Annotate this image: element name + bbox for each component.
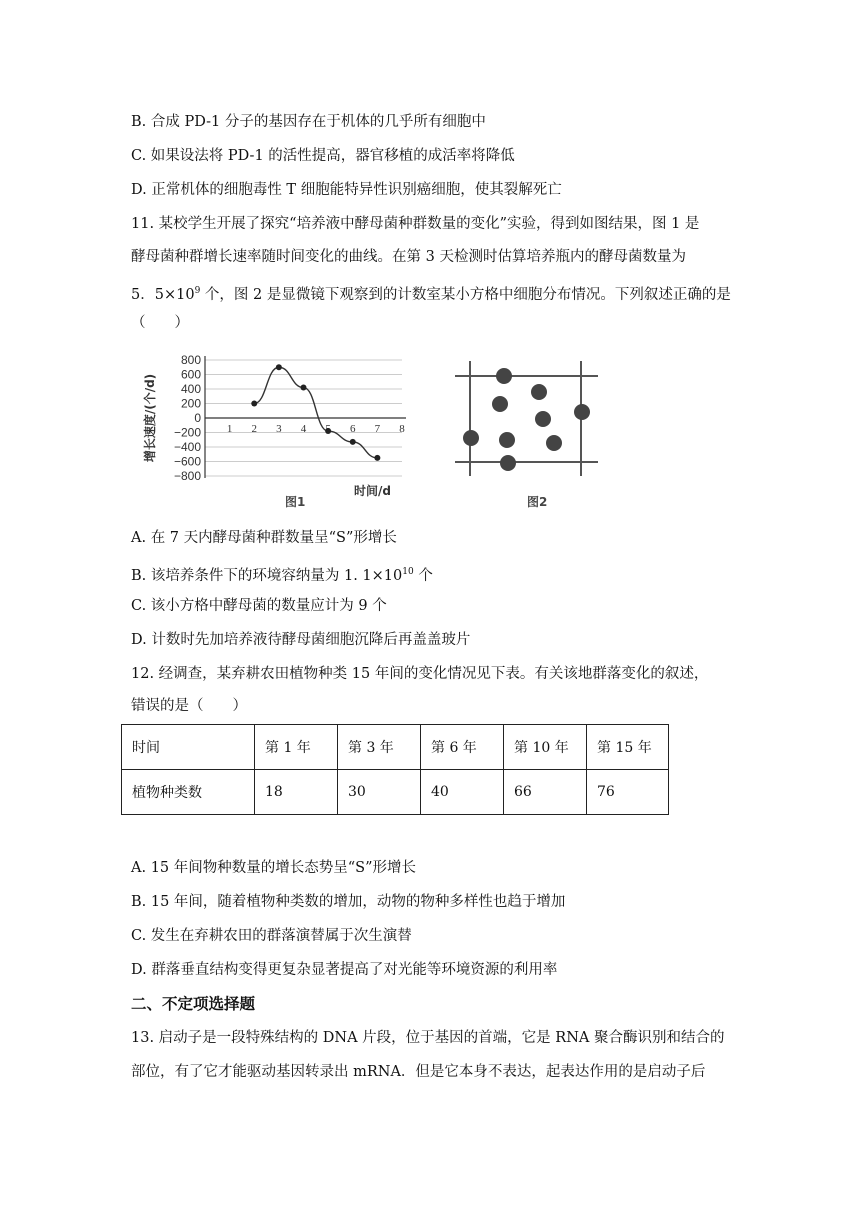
table-cell: 第 3 年 — [338, 725, 421, 770]
x-tick-label: 1 — [226, 423, 233, 435]
x-tick-label: 8 — [399, 423, 405, 435]
q10-option-b: B. 合成 PD-1 分子的基因存在于机体的几乎所有细胞中 — [131, 114, 486, 130]
y-tick-label: −600 — [173, 454, 201, 469]
table-cell: 时间 — [122, 725, 255, 770]
data-point — [301, 385, 307, 391]
x-tick-label: 2 — [251, 423, 257, 435]
table-cell: 40 — [421, 770, 504, 815]
table-cell: 第 1 年 — [255, 725, 338, 770]
y-tick-label: 800 — [180, 353, 201, 367]
q11-option-a: A. 在 7 天内酵母菌种群数量呈“S”形增长 — [131, 530, 397, 546]
table-cell: 76 — [587, 770, 669, 815]
yeast-cell — [499, 432, 515, 448]
x-axis-label: 时间/d — [354, 484, 391, 498]
y-tick-label: 600 — [180, 367, 201, 382]
table-header-row — [122, 725, 669, 770]
table-cell: 第 10 年 — [504, 725, 587, 770]
yeast-cell — [535, 411, 551, 427]
table-cell: 第 6 年 — [421, 725, 504, 770]
q12-option-b: B. 15 年间，随着植物种类数的增加，动物的物种多样性也趋于增加 — [131, 894, 566, 910]
yeast-cell — [492, 396, 508, 412]
q13-stem-line1: 13. 启动子是一段特殊结构的 DNA 片段，位于基因的首端，它是 RNA 聚合酶识别和结合的 — [131, 1030, 725, 1046]
yeast-cell — [531, 384, 547, 400]
fig2-caption: 图2 — [527, 495, 548, 509]
yeast-cell — [496, 368, 512, 384]
x-tick-label: 4 — [300, 423, 307, 435]
y-tick-label: −800 — [173, 469, 201, 483]
q11-stem-line3 — [131, 281, 731, 305]
table-cell: 植物种类数 — [122, 770, 255, 815]
q11-option-b-pre: B. 该培养条件下的环境容纳量为 1. 1×10 — [131, 568, 403, 584]
x-tick-label: 7 — [374, 423, 381, 435]
species-table — [121, 724, 669, 815]
q12-option-d: D. 群落垂直结构变得更复杂显著提高了对光能等环境资源的利用率 — [131, 962, 558, 978]
fig1-caption: 图1 — [285, 495, 306, 509]
x-tick-label: 3 — [276, 423, 282, 435]
y-tick-label: 0 — [194, 411, 201, 425]
q11-option-b-sup: 10 — [402, 567, 414, 577]
table-cell: 66 — [504, 770, 587, 815]
q12-stem-line2: 错误的是（ ） — [131, 698, 247, 714]
y-tick-label: −400 — [173, 440, 201, 454]
q11-stem-line1: 11. 某校学生开展了探究“培养液中酵母菌种群数量的变化”实验，得到如图结果，图 1 是 — [131, 216, 700, 232]
q12-option-a: A. 15 年间物种数量的增长态势呈“S”形增长 — [131, 860, 417, 876]
data-point — [325, 428, 331, 434]
q12-option-c: C. 发生在弃耕农田的群落演替属于次生演替 — [131, 928, 412, 944]
q10-option-c: C. 如果设法将 PD-1 的活性提高，器官移植的成活率将降低 — [131, 148, 515, 164]
q11-option-c: C. 该小方格中酵母菌的数量应计为 9 个 — [131, 598, 387, 614]
q11-stem-line4: （ ） — [131, 315, 189, 331]
yeast-cell — [574, 404, 590, 420]
counting-square-figure — [455, 358, 610, 483]
section-heading: 二、不定项选择题 — [131, 995, 256, 1013]
y-tick-label: 400 — [180, 382, 201, 396]
yeast-cell — [463, 430, 479, 446]
q11-stem-line2: 酵母菌种群增长速率随时间变化的曲线。在第 3 天检测时估算培养瓶内的酵母菌数量为 — [131, 249, 686, 265]
yeast-cell — [500, 455, 516, 471]
q11-stem-line3-sup: 9 — [194, 286, 201, 296]
yeast-cell — [546, 435, 562, 451]
data-point — [350, 439, 356, 445]
q11-stem-line3-post: 个，图 2 是显微镜下观察到的计数室某小方格中细胞分布情况。下列叙述正确的是 — [200, 287, 731, 303]
q13-stem-line2: 部位，有了它才能驱动基因转录出 mRNA．但是它本身不表达，起表达作用的是启动子后 — [131, 1064, 706, 1080]
y-axis-label: 增长速度/(个/d) — [143, 373, 157, 463]
q11-option-b-post: 个 — [413, 568, 433, 584]
y-tick-label: −200 — [173, 425, 201, 440]
q11-option-b — [131, 562, 433, 586]
q11-option-d: D. 计数时先加培养液待酵母菌细胞沉降后再盖盖玻片 — [131, 632, 471, 648]
table-row — [122, 770, 669, 815]
data-point — [276, 364, 282, 370]
data-point — [374, 455, 380, 461]
growth-rate-chart — [140, 350, 415, 510]
y-tick-label: 200 — [180, 396, 201, 411]
data-point — [251, 401, 257, 407]
series-line — [251, 367, 377, 458]
q11-stem-line3-pre: 5．5×10 — [131, 287, 195, 303]
x-tick-label: 6 — [350, 423, 356, 435]
q10-option-d: D. 正常机体的细胞毒性 T 细胞能特异性识别癌细胞，使其裂解死亡 — [131, 182, 562, 198]
q12-stem-line1: 12. 经调查，某弃耕农田植物种类 15 年间的变化情况见下表。有关该地群落变化的叙述， — [131, 666, 709, 682]
table-cell: 第 15 年 — [587, 725, 669, 770]
table-cell: 30 — [338, 770, 421, 815]
table-cell: 18 — [255, 770, 338, 815]
